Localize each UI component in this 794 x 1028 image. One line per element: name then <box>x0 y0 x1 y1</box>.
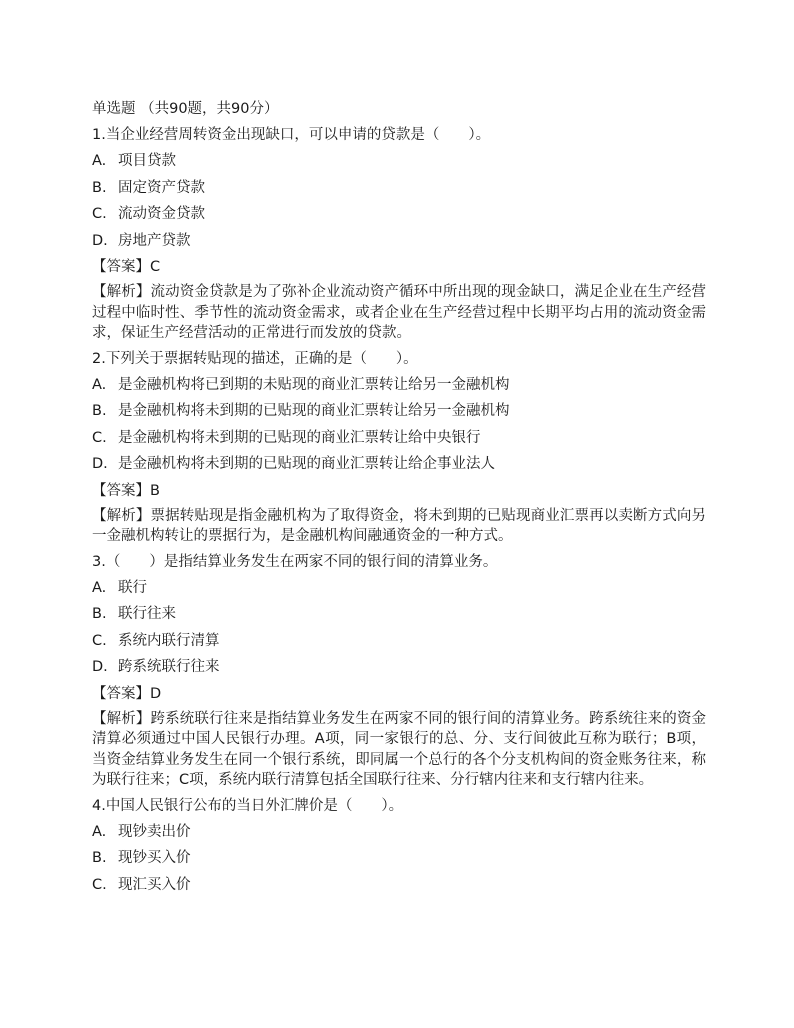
option-letter: B. <box>92 850 107 866</box>
option-letter: C. <box>92 876 107 893</box>
option-letter: D. <box>92 659 108 675</box>
option-text: 是金融机构将未到期的已贴现的商业汇票转让给中央银行 <box>118 429 481 446</box>
answer-line: 【答案】B <box>92 482 160 499</box>
option-letter: A. <box>92 579 107 596</box>
option-letter: B. <box>92 179 107 196</box>
answer-line: 【答案】C <box>92 259 161 275</box>
answer-line: 【答案】D <box>92 685 162 702</box>
option-text: 是金融机构将已到期的未贴现的商业汇票转让给另一金融机构 <box>118 376 510 393</box>
option-c <box>92 874 706 901</box>
option-d <box>92 453 706 480</box>
option-text: 现汇买入价 <box>118 876 191 893</box>
option-letter: D. <box>92 232 108 249</box>
question-2 <box>92 348 706 547</box>
document-page <box>92 98 706 900</box>
option-text: 现钞买入价 <box>118 850 191 866</box>
option-text: 是金融机构将未到期的已贴现的商业汇票转让给另一金融机构 <box>118 403 510 419</box>
option-c <box>92 203 706 230</box>
option-a <box>92 374 706 401</box>
option-b <box>92 177 706 204</box>
option-text: 现钞卖出价 <box>118 823 191 840</box>
option-a <box>92 821 706 848</box>
question-stem: 2.下列关于票据转贴现的描述，正确的是（ ）。 <box>92 350 418 367</box>
option-text: 是金融机构将未到期的已贴现的商业汇票转让给企事业法人 <box>118 456 495 472</box>
option-a <box>92 577 706 604</box>
option-letter: A. <box>92 376 107 393</box>
option-a <box>92 150 706 177</box>
option-text: 项目贷款 <box>118 153 176 169</box>
question-stem: 1.当企业经营周转资金出现缺口，可以申请的贷款是（ ）。 <box>92 127 491 143</box>
option-text: 房地产贷款 <box>118 232 191 249</box>
option-text: 系统内联行清算 <box>118 632 220 649</box>
question-3 <box>92 551 706 791</box>
option-letter: C. <box>92 632 107 649</box>
option-letter: D. <box>92 456 108 472</box>
option-text: 联行往来 <box>118 606 176 622</box>
option-c <box>92 630 706 657</box>
option-letter: A. <box>92 823 107 840</box>
question-4 <box>92 795 706 901</box>
section-header: 单选题 （共90题，共90分） <box>92 101 279 117</box>
option-text: 流动资金贷款 <box>118 206 205 222</box>
option-letter: C. <box>92 206 107 222</box>
option-d <box>92 656 706 683</box>
option-letter: C. <box>92 429 107 446</box>
question-1 <box>92 124 706 344</box>
option-c <box>92 427 706 454</box>
question-stem: 4.中国人民银行公布的当日外汇牌价是（ ）。 <box>92 797 404 814</box>
option-text: 联行 <box>118 579 147 596</box>
option-text: 跨系统联行往来 <box>118 659 220 675</box>
option-b <box>92 400 706 427</box>
option-b <box>92 603 706 630</box>
option-d <box>92 230 706 257</box>
option-letter: B. <box>92 403 107 419</box>
analysis-paragraph: 【解析】流动资金贷款是为了弥补企业流动资产循环中所出现的现金缺口，满足企业在生产经营过程中临时性、季节性的流动资金需求，或者企业在生产经营过程中长期平均占用的流动资金需求，保证生产经营活动的正常进行而发放的贷款。 <box>92 284 706 341</box>
analysis-paragraph: 【解析】跨系统联行往来是指结算业务发生在两家不同的银行间的清算业务。跨系统往来的资金清算必须通过中国人民银行办理。A项，同一家银行的总、分、支行间彼此互称为联行；B项，当资金结算业务发生在同一个银行系统，即同属一个总行的各个分支机构间的资金账务往来，称为联行往来；C项，系统内联行清算包括全国联行往来、分行辖内往来和支行辖内往来。 <box>92 710 706 788</box>
question-stem: 3.（ ）是指结算业务发生在两家不同的银行间的清算业务。 <box>92 553 498 570</box>
analysis-paragraph: 【解析】票据转贴现是指金融机构为了取得资金，将未到期的已贴现商业汇票再以卖断方式向另一金融机构转让的票据行为，是金融机构间融通资金的一种方式。 <box>92 507 706 544</box>
option-letter: A. <box>92 153 107 169</box>
option-letter: B. <box>92 606 107 622</box>
option-b <box>92 847 706 874</box>
option-text: 固定资产贷款 <box>118 179 205 196</box>
